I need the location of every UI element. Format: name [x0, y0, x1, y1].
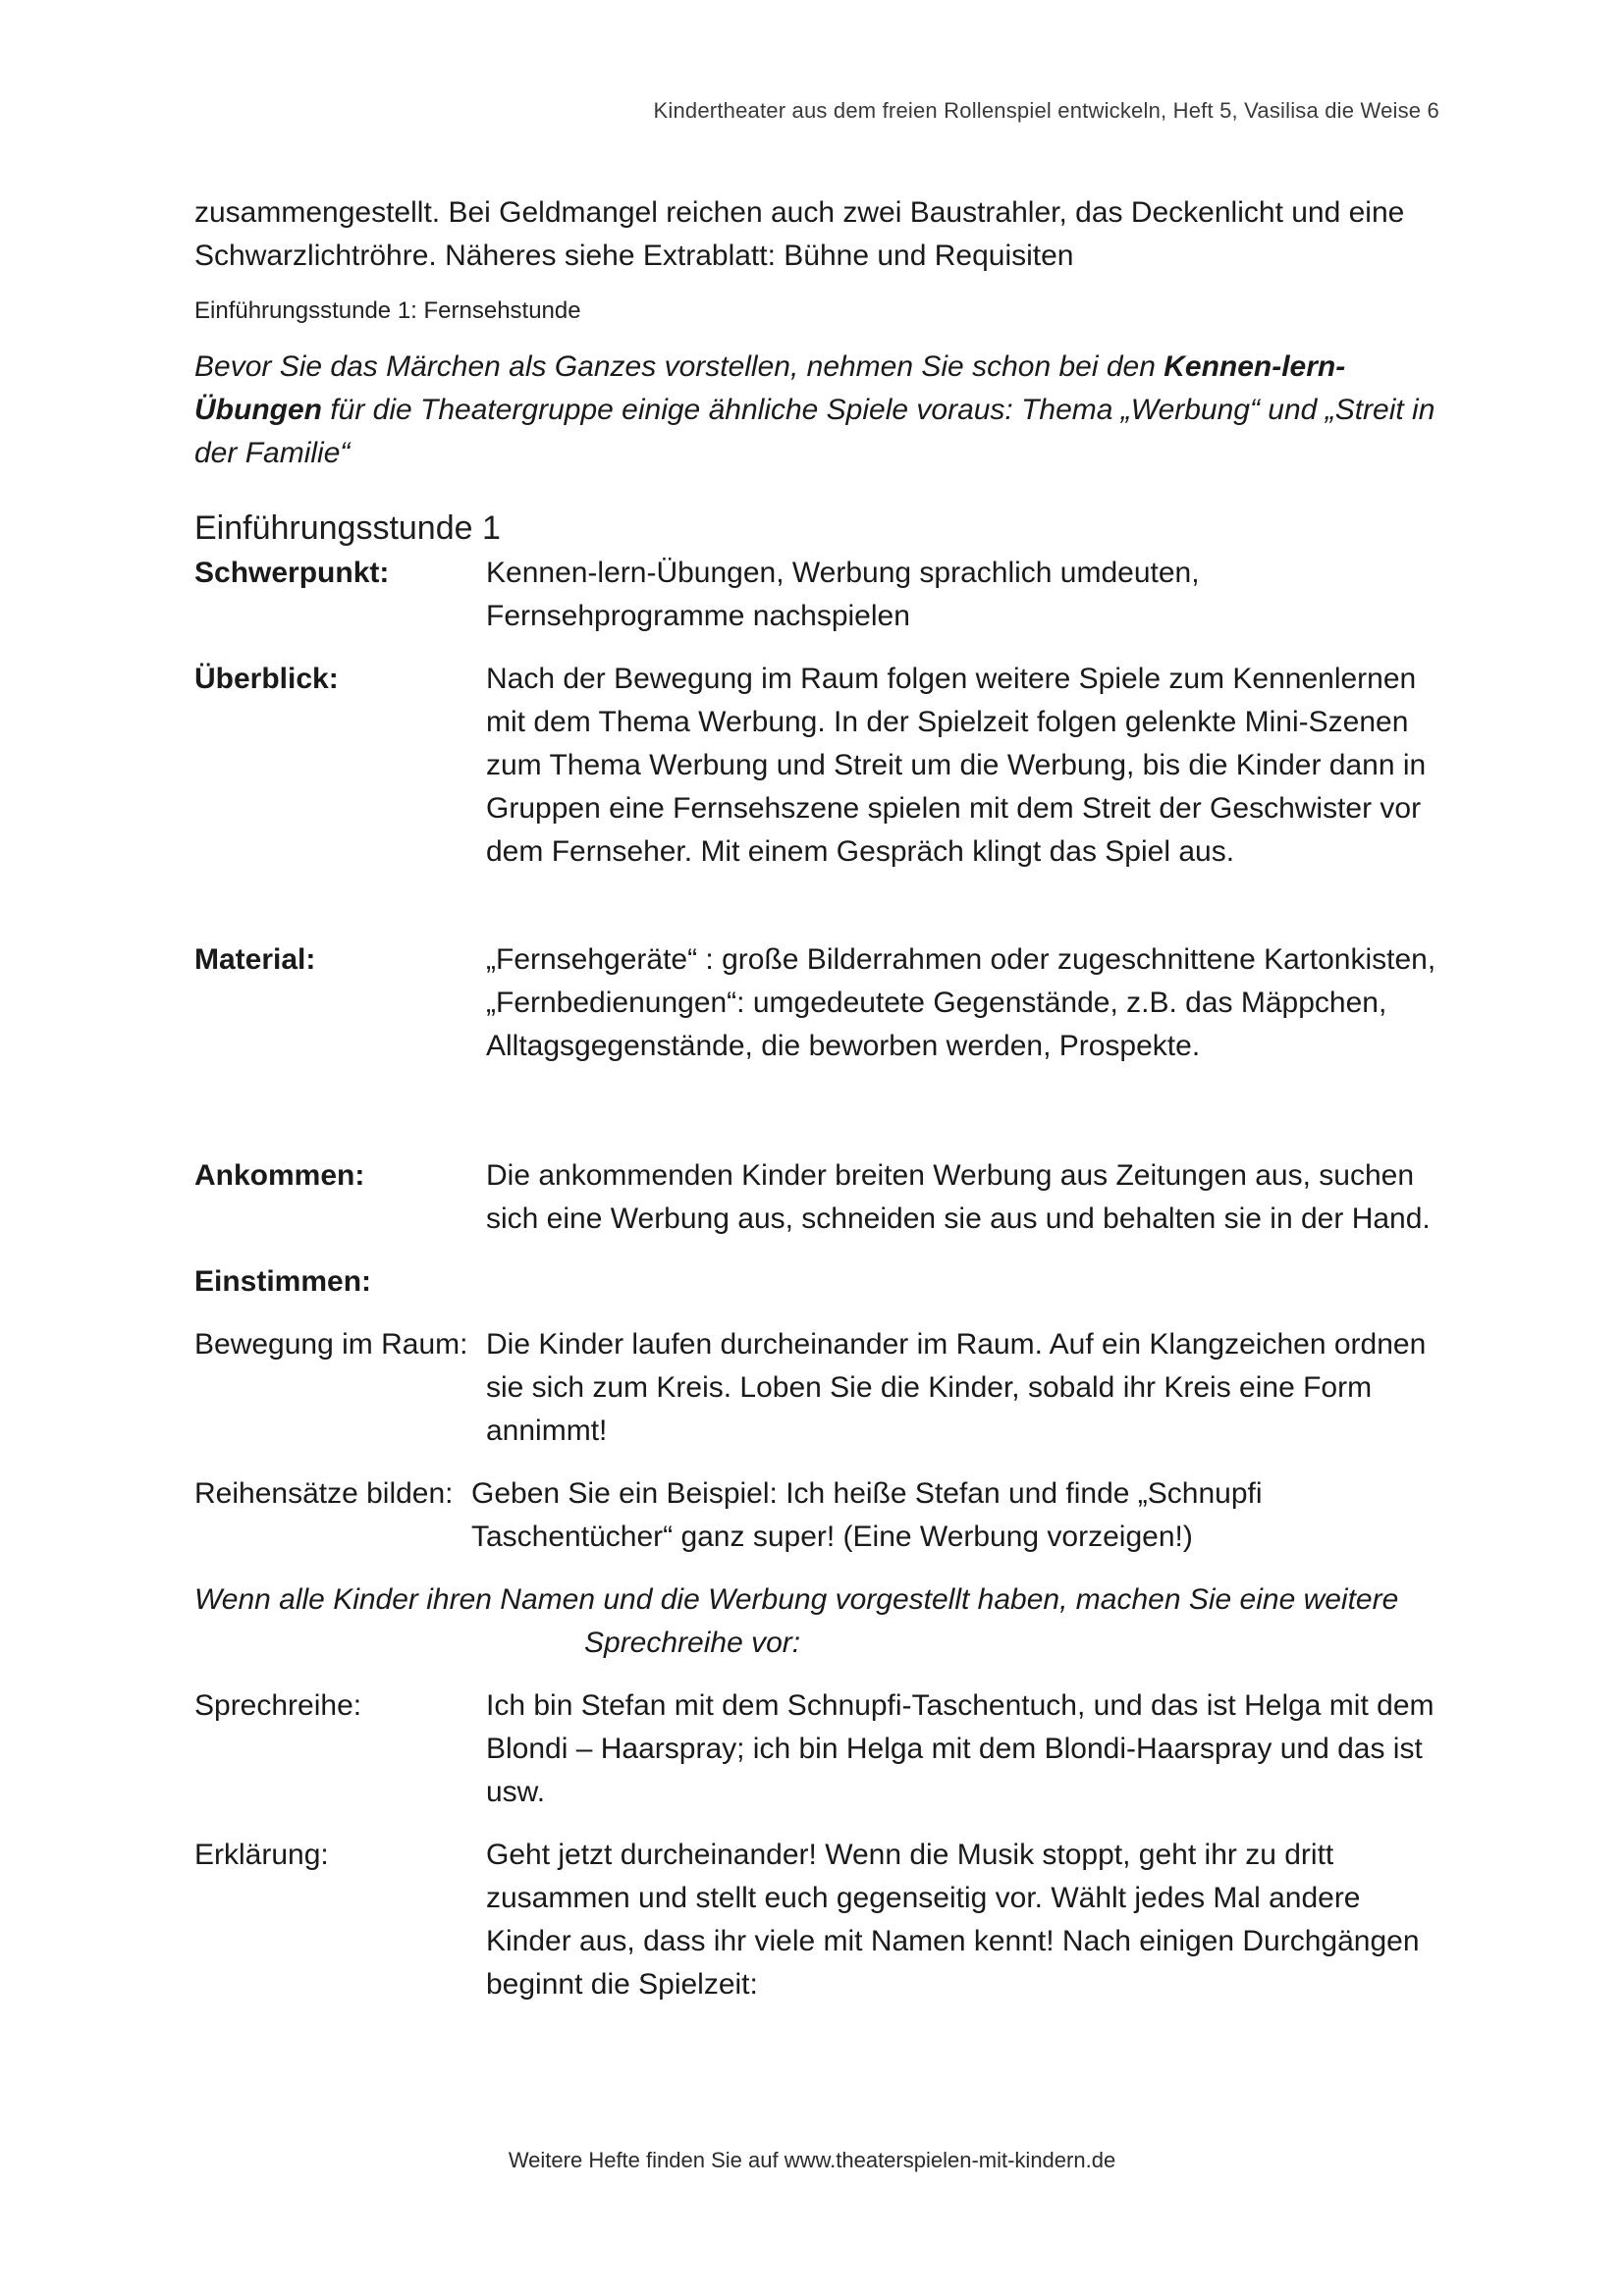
italic-note: [194, 1578, 1441, 1665]
row-reihensaetze: [194, 1472, 1441, 1559]
row-sprechreihe: [194, 1684, 1441, 1814]
row-einstimmen: [194, 1260, 1441, 1304]
label-schwerpunkt: Schwerpunkt:: [194, 557, 390, 589]
label-reihensaetze: Reihensätze bilden:: [194, 1477, 454, 1510]
subheading: Einführungsstunde 1: Fernsehstunde: [194, 297, 581, 324]
intro-line-1: zusammengestellt. Bei Geldmangel reichen auch zwei Baustrahler, das Deckenlicht und eine: [194, 196, 1405, 229]
footer-prefix: Weitere Hefte finden Sie auf: [508, 2148, 785, 2172]
italic-intro-part2: für die Theatergruppe einige ähnliche Spiele voraus: Thema „Werbung“ und „Streit in der Familie“: [194, 394, 1435, 469]
label-bewegung: Bewegung im Raum:: [194, 1328, 468, 1361]
value-material: „Fernsehgeräte“ : große Bilderrahmen oder zugeschnittene Kartonkisten, „Fernbedienungen“: umgedeutete Gegenstände, z.B. das Mäppchen, Alltagsgegenstände, die beworben werden, Prospekte.: [486, 943, 1436, 1062]
value-reihensaetze: Geben Sie ein Beispiel: Ich heiße Stefan und finde „Schnupfi Taschentücher“ ganz super! (Eine Werbung vorzeigen!): [471, 1477, 1263, 1553]
row-ueberblick: [194, 658, 1441, 874]
italic-intro-part1: Bevor Sie das Märchen als Ganzes vorstellen, nehmen Sie schon bei den: [194, 350, 1164, 383]
row-ankommen: [194, 1154, 1441, 1241]
italic-note-line-1: Wenn alle Kinder ihren Namen und die Werbung vorgestellt haben, machen Sie eine weitere: [194, 1583, 1399, 1616]
intro-line-2: Schwarzlichtröhre. Näheres siehe Extrablatt: Bühne und Requisiten: [194, 240, 1074, 272]
footer-url-link[interactable]: www.theaterspielen-mit-kindern.de: [784, 2148, 1116, 2172]
value-erklaerung: Geht jetzt durcheinander! Wenn die Musik stoppt, geht ihr zu dritt zusammen und stellt euch gegenseitig vor. Wählt jedes Mal andere Kinder aus, dass ihr viele mit Namen kennt! Nach einigen Durchgängen beginnt die Spielzeit:: [486, 1839, 1420, 2001]
row-bewegung: [194, 1323, 1441, 1453]
value-schwerpunkt: Kennen-lern-Übungen, Werbung sprachlich umdeuten, Fernsehprogramme nachspielen: [486, 557, 1200, 632]
label-material: Material:: [194, 943, 316, 976]
italic-note-line-2: Sprechreihe vor:: [584, 1627, 801, 1659]
page-content: [194, 191, 1441, 2006]
section-title: Einführungsstunde 1: [194, 509, 501, 547]
italic-intro: [194, 346, 1441, 475]
value-sprechreihe: Ich bin Stefan mit dem Schnupfi-Taschentuch, und das ist Helga mit dem Blondi – Haarspray; ich bin Helga mit dem Blondi-Haarspray und das ist usw.: [486, 1689, 1435, 1808]
label-einstimmen: Einstimmen:: [194, 1265, 372, 1298]
label-erklaerung: Erklärung:: [194, 1839, 329, 1871]
row-material: [194, 938, 1441, 1068]
page-footer: [0, 2148, 1624, 2173]
label-ueberblick: Überblick:: [194, 663, 339, 695]
row-erklaerung: [194, 1834, 1441, 2006]
italic-intro-bold: Kennen-lern-Übungen: [194, 350, 1346, 426]
value-ueberblick: Nach der Bewegung im Raum folgen weitere Spiele zum Kennenlernen mit dem Thema Werbung. In der Spielzeit folgen gelenkte Mini-Szenen zum Thema Werbung und Streit um die Werbung, bis die Kinder dann in Gruppen eine Fernsehszene spielen mit dem Streit der Geschwister vor dem Fernseher. Mit einem Gespräch klingt das Spiel aus.: [486, 663, 1427, 868]
label-sprechreihe: Sprechreihe:: [194, 1689, 362, 1722]
value-bewegung: Die Kinder laufen durcheinander im Raum. Auf ein Klangzeichen ordnen sie sich zum Kreis. Loben Sie die Kinder, sobald ihr Kreis eine Form annimmt!: [486, 1328, 1427, 1447]
intro-paragraph: [194, 191, 1441, 278]
page-header: Kindertheater aus dem freien Rollenspiel entwickeln, Heft 5, Vasilisa die Weise 6: [653, 98, 1439, 123]
label-ankommen: Ankommen:: [194, 1159, 365, 1192]
value-ankommen: Die ankommenden Kinder breiten Werbung aus Zeitungen aus, suchen sich eine Werbung aus, schneiden sie aus und behalten sie in der Hand.: [486, 1159, 1431, 1235]
row-schwerpunkt: [194, 552, 1441, 638]
